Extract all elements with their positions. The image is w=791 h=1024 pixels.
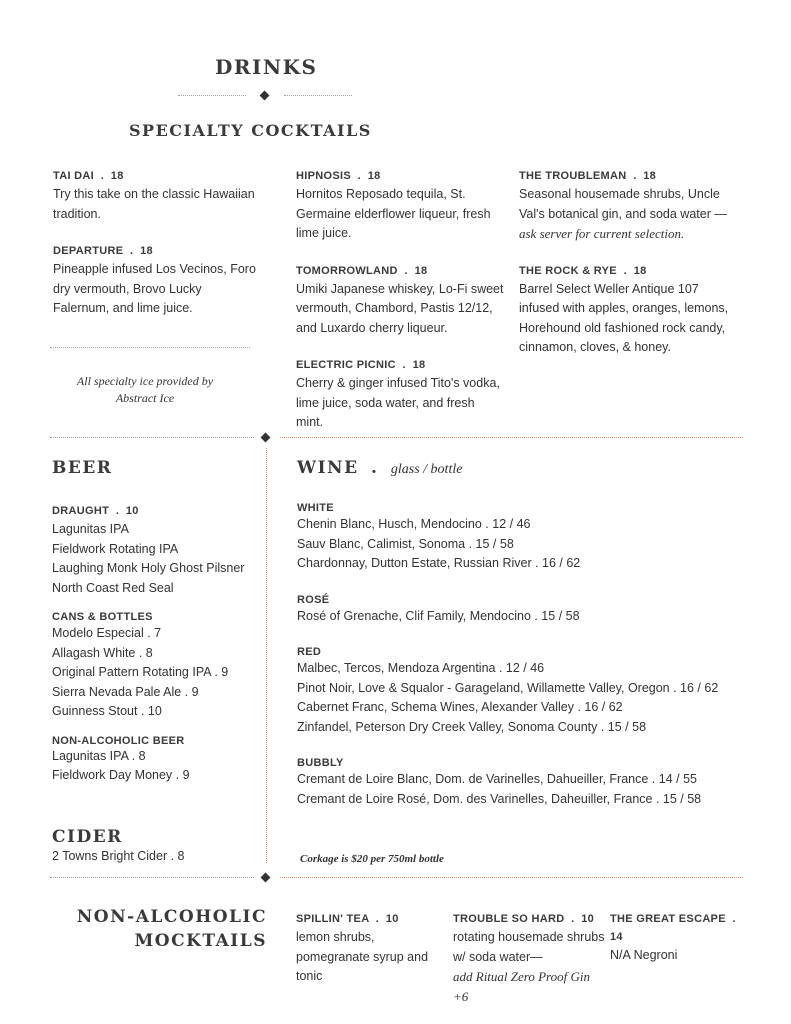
mocktail-item: TROUBLE SO HARD . 10 rotating housemade shrubs w/ soda water— add Ritual Zero Proof Gin +6	[453, 909, 608, 1006]
mocktail-desc: rotating housemade shrubs w/ soda water—	[453, 930, 605, 964]
cocktail-desc: Barrel Select Weller Antique 107 infused with apples, oranges, lemons, Horehound old fashioned rock candy, cinnamon, cloves, & honey.	[519, 281, 729, 354]
cocktail-item: THE TROUBLEMAN . 18 Seasonal housemade shrubs, Uncle Val's botanical gin, and soda water — ask server for current selection.	[519, 166, 741, 244]
mocktail-item: SPILLIN' TEA . 10 lemon shrubs, pomegranate syrup and tonic	[296, 909, 436, 987]
cans-list	[52, 624, 262, 722]
cocktail-desc: Umiki Japanese whiskey, Lo-Fi sweet vermouth, Chambord, Pastis 12/12, and Luxardo cherry liqueur.	[296, 281, 504, 335]
white-label: WHITE	[297, 502, 334, 514]
na-beer-list	[52, 747, 262, 786]
white-list	[297, 515, 737, 574]
wine-subtitle: glass / bottle	[390, 462, 463, 477]
cocktail-price: 18	[633, 264, 647, 277]
list-item: Zinfandel, Peterson Dry Creek Valley, Sonoma County . 15 / 58	[297, 719, 647, 734]
list-item: Malbec, Tercos, Mendoza Argentina . 12 / 46	[297, 661, 545, 675]
list-item: Fieldwork Rotating IPA	[52, 541, 179, 556]
cocktail-name: ELECTRIC PICNIC	[296, 359, 396, 371]
bottom-divider-right	[280, 877, 743, 878]
draught-label: DRAUGHT	[52, 505, 110, 517]
cocktail-name: TOMORROWLAND	[296, 264, 398, 277]
ice-note: All specialty ice provided by Abstract Ice	[76, 374, 214, 405]
list-item: Fieldwork Day Money . 9	[52, 768, 190, 782]
mocktails-title	[40, 905, 267, 953]
cocktail-item: TAI DAI . 18 Try this take on the classic Hawaiian tradition.	[53, 166, 258, 224]
cocktail-price: 18	[412, 359, 426, 371]
mocktail-name: TROUBLE SO HARD	[453, 913, 565, 925]
middle-divider-right	[280, 437, 743, 438]
cocktails-column-2	[296, 166, 504, 450]
cocktail-price: 18	[140, 245, 153, 257]
cans-label: CANS & BOTTLES	[52, 611, 153, 623]
vertical-divider	[266, 448, 267, 863]
mocktail-item: THE GREAT ESCAPE . 14 N/A Negroni	[610, 909, 750, 966]
mocktail-price: 10	[581, 913, 595, 925]
bottom-diamond	[261, 873, 271, 883]
cocktail-item: THE ROCK & RYE . 18 Barrel Select Weller Antique 107 infused with apples, oranges, lemons, Horehound old fashioned rock candy, cinnamon, cloves, & honey.	[519, 261, 741, 358]
list-item: Cabernet Franc, Schema Wines, Alexander Valley . 16 / 62	[297, 700, 623, 714]
list-item: Sierra Nevada Pale Ale . 9	[52, 684, 199, 699]
mocktail-desc: N/A Negroni	[610, 948, 678, 962]
list-item: Pinot Noir, Love & Squalor - Garageland, Willamette Valley, Oregon . 16 / 62	[297, 680, 719, 695]
wine-heading: WINE . glass / bottle	[297, 458, 463, 478]
mocktail-desc: lemon shrubs, pomegranate syrup and tonic	[296, 930, 429, 983]
cocktails-column-1	[53, 166, 258, 336]
list-item: Chenin Blanc, Husch, Mendocino . 12 / 46	[297, 517, 531, 531]
header-divider-left	[178, 95, 246, 96]
ice-divider	[50, 347, 250, 348]
list-item: Modelo Especial . 7	[52, 626, 162, 640]
cocktail-desc: Try this take on the classic Hawaiian tradition.	[53, 187, 255, 221]
cocktail-price: 18	[643, 170, 657, 182]
specialty-cocktails-title: SPECIALTY COCKTAILS	[129, 121, 372, 140]
list-item: Rosé of Grenache, Clif Family, Mendocino . 15 / 58	[297, 608, 580, 623]
cocktail-item: HIPNOSIS . 18 Hornitos Reposado tequila, St. Germaine elderflower liqueur, fresh lime juice.	[296, 166, 504, 244]
middle-divider-left	[50, 437, 254, 438]
cocktail-item: DEPARTURE . 18 Pineapple infused Los Vecinos, Foro dry vermouth, Brovo Lucky Falernum, and lime juice.	[53, 241, 258, 319]
cocktail-price: 18	[367, 170, 381, 182]
list-item: Laughing Monk Holy Ghost Pilsner	[52, 561, 245, 575]
list-item: Guinness Stout . 10	[52, 704, 162, 718]
mocktail-name: THE GREAT ESCAPE	[610, 913, 726, 925]
cocktail-desc: Seasonal housemade shrubs, Uncle Val's botanical gin, and soda water —	[519, 187, 727, 221]
cocktail-note: ask server for current selection.	[519, 226, 685, 241]
mocktail-name: SPILLIN' TEA	[296, 913, 370, 925]
bubbly-label: BUBBLY	[297, 757, 344, 769]
rose-list	[297, 607, 737, 627]
page-title: DRINKS	[215, 55, 318, 79]
list-item: North Coast Red Seal	[52, 580, 174, 595]
header-diamond	[260, 91, 270, 101]
red-list	[297, 659, 737, 737]
beer-title: BEER	[52, 458, 113, 478]
cocktail-name: HIPNOSIS	[296, 170, 351, 182]
cocktail-name: TAI DAI	[53, 170, 95, 182]
bubbly-list	[297, 770, 737, 809]
cocktail-price: 18	[414, 264, 428, 277]
middle-diamond	[261, 433, 271, 443]
list-item: 2 Towns Bright Cider . 8	[52, 849, 185, 863]
list-item: Cremant de Loire Rosé, Dom. des Varinelles, Daheuiller, France . 15 / 58	[297, 791, 702, 806]
na-beer-label: NON-ALCOHOLIC BEER	[52, 734, 185, 747]
cider-list	[52, 847, 184, 867]
cocktail-name: THE TROUBLEMAN	[519, 170, 627, 182]
cocktail-item: ELECTRIC PICNIC . 18 Cherry & ginger infused Tito's vodka, lime juice, soda water, and fresh mint.	[296, 355, 504, 433]
corkage-note: Corkage is $20 per 750ml bottle	[300, 853, 444, 865]
beer-section: DRAUGHT . 10 Lagunitas IPA Fieldwork Rotating IPA Laughing Monk Holy Ghost Pilsner North Coast Red Seal CANS & BOTTLES Modelo Especial . 7 Allagash White . 8 Original Pattern Rotating IPA . 9 Sierra Nevada Pale Ale . 9 Guinness Stout . 10 NON-ALCOHOLIC BEER Lagunitas IPA . 8 Fieldwork Day Money . 9	[52, 501, 262, 786]
list-item: Original Pattern Rotating IPA . 9	[52, 665, 229, 679]
cocktail-item: TOMORROWLAND . 18 Umiki Japanese whiskey, Lo-Fi sweet vermouth, Chambord, Pastis 12/12, and Luxardo cherry liqueur.	[296, 261, 504, 339]
header-divider-right	[284, 95, 352, 96]
list-item: Cremant de Loire Blanc, Dom. de Varinelles, Dahueiller, France . 14 / 55	[297, 772, 697, 786]
mocktails-title-line1: NON-ALCOHOLIC	[76, 907, 267, 927]
bottom-divider-left	[50, 877, 254, 878]
wine-section	[297, 502, 737, 809]
cocktails-column-3	[519, 166, 741, 375]
cider-title: CIDER	[52, 827, 123, 847]
list-item: Sauv Blanc, Calimist, Sonoma . 15 / 58	[297, 536, 514, 551]
list-item: Lagunitas IPA	[52, 522, 129, 536]
cocktail-price: 18	[110, 170, 124, 182]
cocktail-desc: Pineapple infused Los Vecinos, Foro dry vermouth, Brovo Lucky Falernum, and lime juice.	[53, 262, 256, 315]
wine-title: WINE	[297, 458, 359, 478]
mocktail-price: 10	[385, 913, 399, 925]
cocktail-name: DEPARTURE	[53, 245, 124, 257]
cocktail-desc: Cherry & ginger infused Tito's vodka, lime juice, soda water, and fresh mint.	[296, 376, 500, 429]
red-label: RED	[297, 646, 322, 658]
draught-price: 10	[125, 505, 139, 517]
cocktail-desc: Hornitos Reposado tequila, St. Germaine elderflower liqueur, fresh lime juice.	[296, 187, 491, 240]
list-item: Allagash White . 8	[52, 645, 153, 660]
list-item: Lagunitas IPA . 8	[52, 748, 146, 763]
list-item: Chardonnay, Dutton Estate, Russian River . 16 / 62	[297, 556, 581, 570]
mocktail-note: add Ritual Zero Proof Gin +6	[453, 969, 590, 1004]
mocktails-title-line2: MOCKTAILS	[134, 931, 267, 951]
draught-list	[52, 520, 262, 598]
cocktail-name: THE ROCK & RYE	[519, 264, 617, 277]
rose-label: ROSÉ	[297, 593, 330, 606]
mocktail-price: 14	[610, 931, 623, 943]
